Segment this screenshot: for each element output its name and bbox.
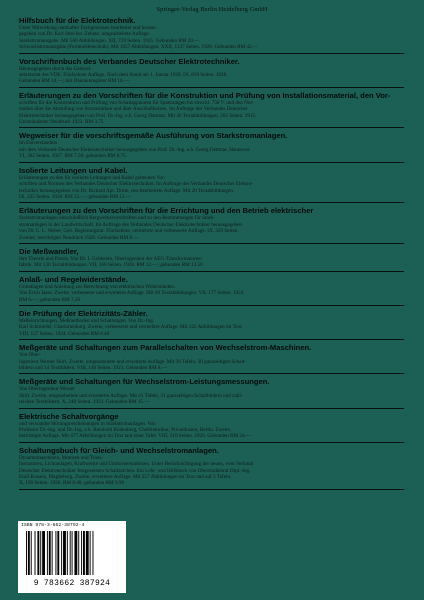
description-line: Von Ober- bbox=[19, 352, 41, 359]
book-entry bbox=[19, 243, 404, 271]
description-line: ingenieur Werner Skirl. Zweite, umgearbeitete und erweiterte Auflage. Mit 30 Tafeln, 30 ganzseitigen Schalt- bbox=[19, 358, 247, 365]
barcode-bar bbox=[26, 531, 27, 575]
description-line: Von Oberingenieur Werner bbox=[19, 386, 75, 393]
description-line: Dynamomaschinen, Motoren und Trans- bbox=[19, 454, 104, 461]
barcode-bar bbox=[72, 531, 73, 575]
barcode-bar bbox=[47, 531, 48, 575]
barcode-bar bbox=[42, 531, 45, 575]
barcode-bar bbox=[78, 531, 79, 575]
barcode-bar bbox=[52, 531, 53, 575]
book-description bbox=[19, 175, 404, 201]
book-entry bbox=[19, 339, 404, 373]
description-line: malien über die Abstufung von Stromstärken und über Anschlußbolzen. Im Auftrage des Verbandes Deutscher bbox=[19, 106, 248, 113]
description-line: von Dr. C. L. Weber, Geh. Regierungsrat. Fünfzehnte, vermehrte und verbesserte Auflage. IX, 329 Seiten. bbox=[19, 228, 239, 235]
book-title: Isolierte Leitungen und Kabel. bbox=[19, 165, 128, 175]
description-line: Starkstromausgabe. Mit 560 Abbildungen. XII, 739 Seiten. 1925. Gebunden RM 20.— bbox=[19, 37, 200, 44]
description-line: Emil Kosack, Magdeburg. Zweite, erweiterte Auflage. Mit 257 Abbildungen im Text und auf 2 Tafeln. bbox=[19, 474, 232, 481]
description-line: Elektrotechniker herausgegeben von Prof. Dr.-Ing. e.h. Georg Dettmar. Mit 46 Textabbildungen. 202 Seiten. 1915. bbox=[19, 112, 257, 119]
description-line: IX, 235 Seiten. 1928. RM 12.—; gebunden RM 13.— bbox=[19, 193, 131, 200]
barcode-bars bbox=[26, 531, 118, 575]
barcode-bar bbox=[55, 531, 56, 575]
barcode-bar bbox=[49, 531, 51, 575]
description-line: schriften und Normen des Verbandes Deutscher Elektrotechniker. Im Auftrage des Verbandes Deutscher Elektro- bbox=[19, 181, 253, 188]
barcode-bar bbox=[40, 531, 41, 575]
book-title: Erläuterungen zu den Vorschriften für die Errichtung und den Betrieb elektrischer bbox=[19, 206, 314, 216]
book-description bbox=[19, 140, 404, 159]
description-line: Professor Dr.-Ing. und Dr.-Ing. e.h. Reinhold Rüdenberg, Chefelektriker, Privatdozent, Berlin. Zweite, bbox=[19, 427, 232, 434]
barcode-bar bbox=[67, 531, 68, 575]
description-line: VIII, 157 Seiten. 1924. Gebunden RM 8.40 bbox=[19, 330, 110, 337]
description-line: mit dem Verbande Deutscher Elektrotechniker herausgegeben von Prof. Dr.-Ing. e.h. Georg Dettmar, Hannover. bbox=[19, 146, 251, 153]
description-line: X, 198 Seiten. 1926. RM 8.40; gebunden RM 9.90 bbox=[19, 480, 125, 487]
barcode-bar bbox=[35, 531, 36, 575]
isbn-top-text: ISBN 978-3-662-38792-4 bbox=[21, 523, 85, 528]
description-line: Herausgegeben durch das General- bbox=[19, 65, 92, 72]
barcode-bar bbox=[74, 531, 77, 575]
book-title: Die Meßwandler, bbox=[19, 246, 79, 256]
book-entry bbox=[19, 442, 404, 490]
description-line: sekretariat des VDE. Fünfzehnte Auflage. Nach dem Stand am 1. Januar 1928. IX, 819 Seiten. 1928. bbox=[19, 72, 228, 79]
description-line: Unter Mitwirkung namhafter Fachgenossen bearbeitet und heraus- bbox=[19, 25, 158, 31]
book-title: Elektrische Schaltvorgänge bbox=[19, 411, 119, 421]
book-title: Anlaß- und Regelwiderstände. bbox=[19, 274, 128, 284]
book-description bbox=[19, 284, 404, 303]
book-description bbox=[19, 256, 404, 269]
book-title: Vorschriftenbuch des Verbandes Deutscher Elektrotechniker. bbox=[19, 56, 240, 66]
book-description bbox=[19, 215, 404, 241]
book-entry bbox=[19, 373, 404, 407]
book-description bbox=[19, 100, 404, 126]
book-title: Hilfsbuch für die Elektrotechnik. bbox=[19, 16, 136, 25]
description-line: Unveränderter Neudruck 1922. RM 3.75 bbox=[19, 119, 104, 126]
barcode-bar bbox=[37, 531, 39, 575]
description-line: Starkstromanlagen einschließlich Bergwerksvorschriften und zu den Bestimmungen für Stark- bbox=[19, 215, 215, 222]
barcode-bar bbox=[86, 531, 89, 575]
description-line: RM 6.—; gebunden RM 7.20 bbox=[19, 296, 81, 303]
description-line: Gebunden RM 14.—; mit Daumenregister RM 16.— bbox=[19, 78, 130, 85]
description-line: berichtigte Auflage. Mit 477 Abbildungen im Text und einer Tafel. VIII, 510 Seiten. 1926. Gebunden RM 24.— bbox=[19, 433, 252, 440]
barcode-bar bbox=[61, 531, 62, 575]
barcode-bar bbox=[83, 531, 85, 575]
isbn-bottom-text: 9 783662 387924 bbox=[33, 579, 111, 588]
book-entry bbox=[19, 87, 404, 128]
description-line: schriften für die Konstruktion und Prüfung von Schaltapparaten für Spannungen bis einschl. 750 V. und den Nor- bbox=[19, 99, 254, 106]
book-entry bbox=[19, 271, 404, 305]
description-line: bildern und 14 Textbildern. VIII, 140 Seiten. 1923. Gebunden RM 8.— bbox=[19, 365, 167, 371]
book-description bbox=[19, 25, 404, 51]
description-line: Skirl. Zweite, umgearbeitete und erweiterte Auflage. Mit 41 Tafeln, 31 ganzseitigen Schaltbildern und zahl- bbox=[19, 392, 243, 399]
book-title: Meßgeräte und Schaltungen zum Parallelschalten von Wechselstrom-Maschinen. bbox=[19, 343, 312, 353]
description-line: Grundlagen und Anleitung zur Berechnung von elektrischen Widerständen. bbox=[19, 283, 176, 290]
description-line: formatoren, Lichtanlagen, Kraftwerke und Umformerstationen. Unter Berücksichtigung der neuen, vom Verband bbox=[19, 461, 254, 468]
barcode-bar bbox=[28, 531, 30, 575]
description-line: fabrik. Mit 130 Textabbildungen. VII, 166 Seiten. 1928. RM 12.—; gebunden RM 13.50 bbox=[19, 262, 203, 269]
book-description bbox=[19, 318, 404, 337]
description-line: Erläuterungen zu den für isolierte Leitungen und Kabel geltenden Vor- bbox=[19, 174, 166, 181]
book-title: Schaltungsbuch für Gleich- und Wechselstromanlagen. bbox=[19, 445, 219, 455]
barcode-label bbox=[18, 521, 126, 593]
publisher-line: Springer-Verlag Berlin Heidelberg GmbH bbox=[156, 6, 268, 13]
description-line: Schwachstromausgabe (Fernmeldetechnik). Mit 1057 Abbildungen. XXII, 1137 Seiten. 1928. Gebunden RM 42.— bbox=[19, 44, 259, 51]
book-description bbox=[19, 386, 404, 405]
book-list bbox=[19, 15, 404, 490]
book-description bbox=[19, 352, 404, 371]
book-title: Erläuterungen zu den Vorschriften für die Konstruktion und Prüfung von Installationsmaterial, den Vor- bbox=[19, 90, 391, 100]
description-line: Von Erich Jasse. Zweite, verbesserte und erweiterte Auflage. Mit 69 Textabbildungen. VII, 177 Seiten. 1924. bbox=[19, 290, 245, 297]
book-entry bbox=[19, 162, 404, 203]
description-line: Deutscher Elektrotechniker festgesetzten Schaltzeichen. Ein Lehr- und Hilfsbuch von Oberstudienrat Dipl.-Ing. bbox=[19, 467, 251, 474]
book-title: Die Prüfung der Elektrizitäts-Zähler. bbox=[19, 308, 148, 318]
book-title: Wegweiser für die vorschriftsgemäße Ausführung von Starkstromanlagen. bbox=[19, 131, 288, 141]
barcode-bar bbox=[93, 531, 94, 575]
description-line: Meßeinrichtungen, Meßmethoden und Schaltungen. Von Dr.-Ing. bbox=[19, 317, 155, 324]
barcode-bar bbox=[31, 531, 32, 575]
description-line: und verwandte Störungserscheinungen in Starkstromanlagen. Von bbox=[19, 420, 156, 427]
barcode-bar bbox=[70, 531, 71, 575]
barcode-bar bbox=[63, 531, 66, 575]
barcode-bar bbox=[81, 531, 82, 575]
description-line: ihre Theorie und Praxis. Von Dr. I. Goldstein, Oberingenieur der AEG-Transformatoren- bbox=[19, 255, 203, 262]
book-entry bbox=[19, 202, 404, 243]
barcode-bar bbox=[57, 531, 59, 575]
book-entry bbox=[19, 15, 404, 53]
description-line: gegeben von Dr. Karl Strecker. Zehnte, umgearbeitete Auflage. bbox=[19, 31, 150, 38]
book-description bbox=[19, 421, 404, 440]
book-title: Meßgeräte und Schaltungen für Wechselstrom-Leistungsmessungen. bbox=[19, 377, 270, 387]
book-description bbox=[19, 455, 404, 487]
book-description bbox=[19, 66, 404, 85]
barcode-bar bbox=[90, 531, 91, 575]
book-entry bbox=[19, 305, 404, 339]
description-line: Im Einverständnis bbox=[19, 140, 57, 147]
book-entry bbox=[19, 53, 404, 87]
book-entry bbox=[19, 408, 404, 442]
description-line: stromanlagen in der Landwirtschaft. Im Auftrage des Verbandes Deutscher Elektrotechniker herausgegeben bbox=[19, 221, 243, 228]
book-entry bbox=[19, 127, 404, 161]
description-line: reichen Textbildern. X, 248 Seiten. 1923. Gebunden RM 15.— bbox=[19, 399, 150, 406]
description-line: Zweiter, berichtigter Neudruck 1928. Gebunden RM 8.— bbox=[19, 234, 139, 241]
description-line: techniker herausgegeben von Dr. Richard Apt. Dritte, neu bearbeitete Auflage. Mit 20 Textabbildungen. bbox=[19, 187, 235, 194]
description-line: Karl Schmiedel, Charlottenburg. Zweite, verbesserte und vermehrte Auflage. Mit 122 Abbildungen im Text. bbox=[19, 324, 244, 331]
description-line: VI, 302 Seiten. 1927. RM 7.50; gebunden RM 8.75 bbox=[19, 153, 126, 160]
